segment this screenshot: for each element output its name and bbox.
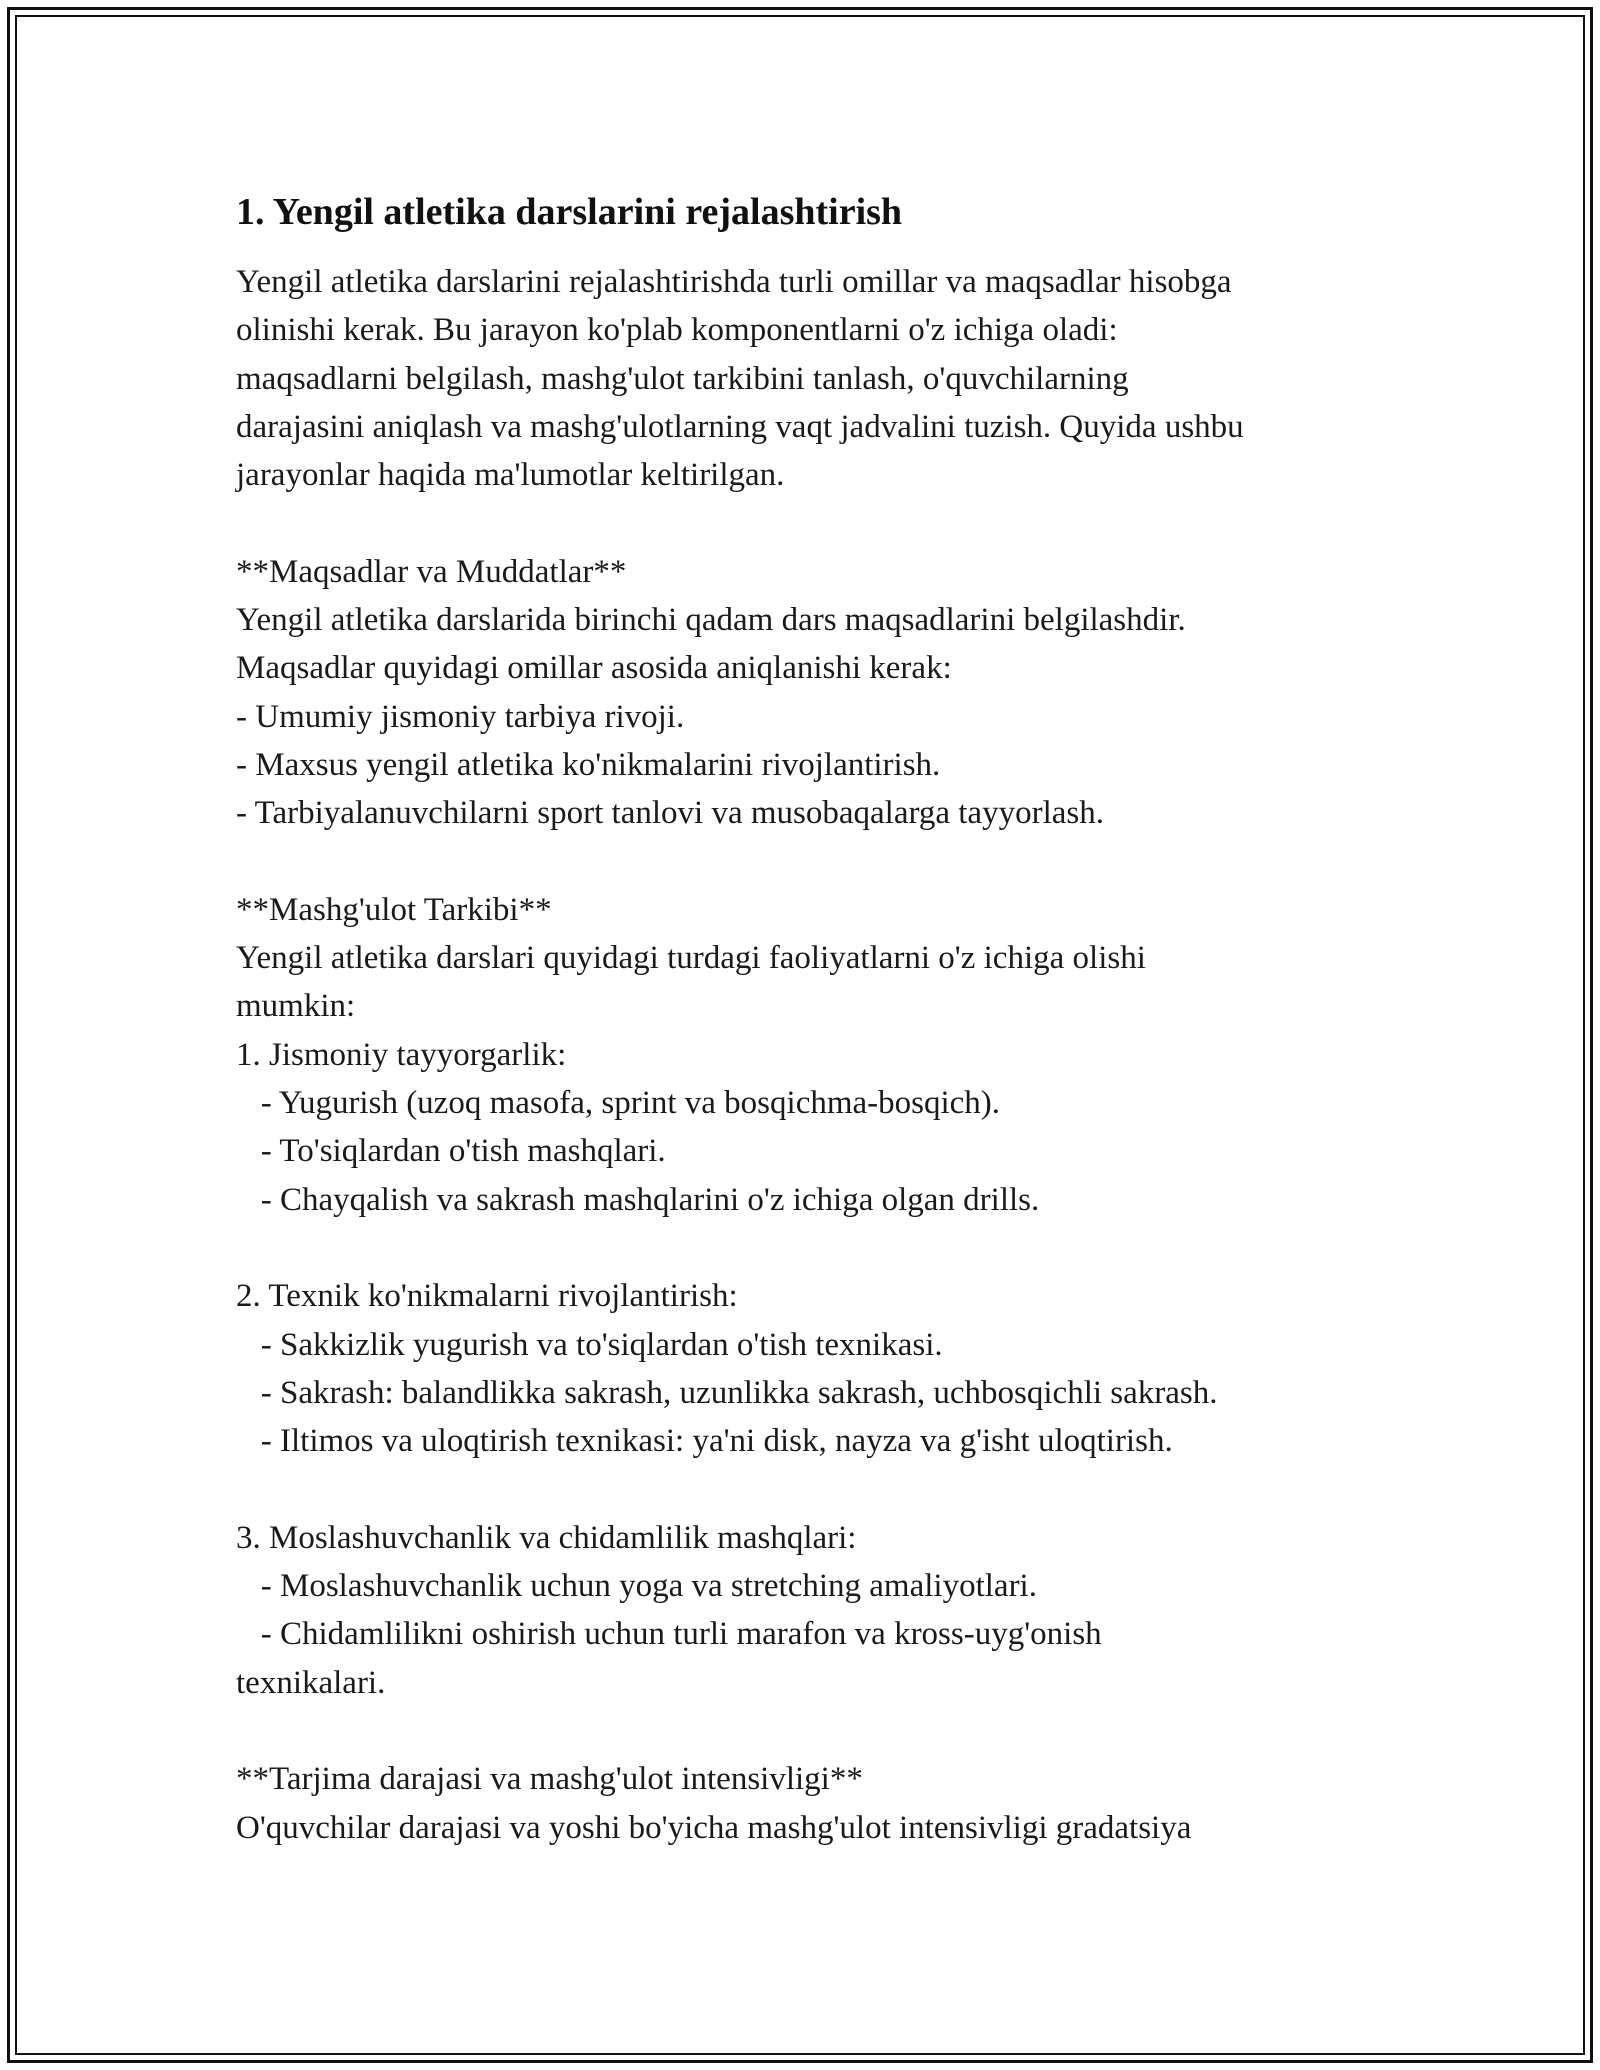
blank-line: [236, 838, 1416, 886]
sub-list-item: - Chidamlilikni oshirish uchun turli marafon va kross-uyg'onish: [236, 1616, 1102, 1653]
section-title-maqsadlar: **Maqsadlar va Muddatlar**: [236, 553, 627, 590]
list-item: - Maxsus yengil atletika ko'nikmalarini rivojlantirish.: [236, 746, 941, 783]
document-text: [236, 258, 1416, 1852]
blank-line: [236, 1224, 1416, 1272]
blank-line: [236, 1707, 1416, 1755]
blank-line: [236, 1465, 1416, 1513]
list-item: - Umumiy jismoniy tarbiya rivoji.: [236, 698, 685, 735]
numbered-item: 2. Texnik ko'nikmalarni rivojlantirish:: [236, 1278, 738, 1315]
sub-list-item: - Iltimos va uloqtirish texnikasi: ya'ni disk, nayza va g'isht uloqtirish.: [236, 1423, 1173, 1460]
section-title-tarjima: **Tarjima darajasi va mashg'ulot intensivligi**: [236, 1761, 863, 1798]
text-line: Maqsadlar quyidagi omillar asosida aniqlanishi kerak:: [236, 650, 952, 687]
text-line: olinishi kerak. Bu jarayon ko'plab komponentlarni o'z ichiga oladi:: [236, 312, 1118, 349]
text-line: maqsadlarni belgilash, mashg'ulot tarkibini tanlash, o'quvchilarning: [236, 360, 1129, 397]
text-line: Yengil atletika darslarini rejalashtirishda turli omillar va maqsadlar hisobga: [236, 264, 1232, 300]
section-title-mashgulot: **Mashg'ulot Tarkibi**: [236, 891, 552, 928]
text-line: texnikalari.: [236, 1664, 386, 1701]
sub-list-item: - To'siqlardan o'tish mashqlari.: [236, 1133, 666, 1170]
blank-line: [236, 499, 1416, 547]
document-heading: 1. Yengil atletika darslarini rejalashtirish: [236, 191, 903, 233]
sub-list-item: - Moslashuvchanlik uchun yoga va stretching amaliyotlari.: [236, 1568, 1037, 1605]
text-line: Yengil atletika darslarida birinchi qadam dars maqsadlarini belgilashdir.: [236, 602, 1186, 639]
numbered-item: 3. Moslashuvchanlik va chidamlilik mashqlari:: [236, 1519, 857, 1556]
text-line: jarayonlar haqida ma'lumotlar keltirilgan.: [236, 457, 785, 494]
sub-list-item: - Sakrash: balandlikka sakrash, uzunlikka sakrash, uchbosqichli sakrash.: [236, 1374, 1218, 1411]
text-line: darajasini aniqlash va mashg'ulotlarning vaqt jadvalini tuzish. Quyida ushbu: [236, 408, 1244, 445]
text-line: O'quvchilar darajasi va yoshi bo'yicha mashg'ulot intensivligi gradatsiya: [236, 1809, 1192, 1846]
sub-list-item: - Chayqalish va sakrash mashqlarini o'z ichiga olgan drills.: [236, 1181, 1040, 1218]
text-line: Yengil atletika darslari quyidagi turdagi faoliyatlarni o'z ichiga olishi: [236, 940, 1146, 977]
list-item: - Tarbiyalanuvchilarni sport tanlovi va musobaqalarga tayyorlash.: [236, 795, 1104, 832]
sub-list-item: - Sakkizlik yugurish va to'siqlardan o'tish texnikasi.: [236, 1326, 943, 1363]
text-line: mumkin:: [236, 988, 356, 1025]
sub-list-item: - Yugurish (uzoq masofa, sprint va bosqichma-bosqich).: [236, 1085, 1001, 1122]
numbered-item: 1. Jismoniy tayyorgarlik:: [236, 1036, 567, 1073]
document-body: [236, 186, 1416, 1852]
